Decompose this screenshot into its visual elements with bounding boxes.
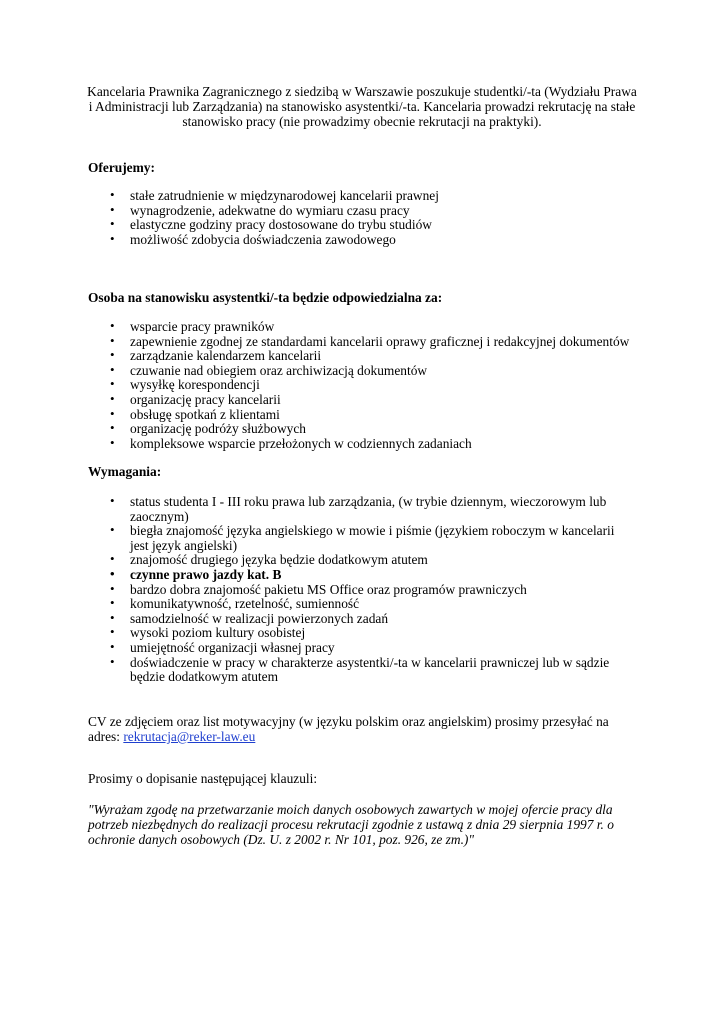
bullet-icon: •: [110, 624, 115, 640]
list-item: • elastyczne godziny pracy dostosowane do trybu studiów: [110, 216, 432, 233]
offer-list: [88, 189, 439, 247]
bullet-icon: •: [110, 332, 115, 348]
bullet-icon: •: [110, 638, 115, 654]
bullet-icon: •: [110, 420, 115, 436]
list-item: • czuwanie nad obiegiem oraz archiwizacją dokumentów: [110, 361, 428, 378]
list-item: • znajomość drugiego języka będzie dodatkowym atutem: [110, 551, 428, 568]
bullet-icon: •: [110, 230, 115, 246]
duties-list: [88, 320, 629, 451]
list-item: • doświadczenie w pracy w charakterze asystentki/-ta w kancelarii prawniczej lub w sądzie będzie dodatkowym atutem: [110, 653, 610, 685]
bullet-icon: •: [110, 216, 115, 232]
email-link[interactable]: rekrutacja@reker-law.eu: [123, 729, 256, 744]
list-item: • bardzo dobra znajomość pakietu MS Office oraz programów prawniczych: [110, 580, 527, 597]
list-item: • stałe zatrudnienie w międzynarodowej kancelarii prawnej: [110, 187, 439, 203]
list-item: • czynne prawo jazdy kat. B: [110, 565, 282, 582]
cv-paragraph: CV ze zdjęciem oraz list motywacyjny (w języku polskim oraz angielskim) prosimy przesyłać na adres: rekrutacja@reker-law.eu: [88, 714, 609, 744]
list-item: • biegła znajomość języka angielskiego w mowie i piśmie (językiem roboczym w kancelarii jest język angielski): [110, 522, 615, 553]
intro-paragraph: Kancelaria Prawnika Zagranicznego z siedzibą w Warszawie poszukuje studentki/-ta (Wydziału Prawa i Administracji lub Zarządzania) na stanowisko asystentki/-ta. Kancelaria prowadzi rekrutację na stałe stanowisko pracy (nie prowadzimy obecnie rekrutacji na praktyki).: [87, 84, 637, 129]
list-item: • umiejętność organizacji własnej pracy: [110, 638, 335, 655]
list-item: • wysyłkę korespondencji: [110, 376, 260, 393]
list-item: • komunikatywność, rzetelność, sumienność: [110, 595, 360, 612]
offer-heading: Oferujemy:: [88, 160, 155, 175]
list-item: • zarządzanie kalendarzem kancelarii: [110, 347, 322, 364]
list-item: • kompleksowe wsparcie przełożonych w codziennych zadaniach: [110, 434, 472, 451]
bullet-icon: •: [110, 522, 115, 538]
list-item: • wsparcie pracy prawników: [110, 318, 275, 334]
list-item: • organizację podróży służbowych: [110, 420, 307, 437]
bullet-icon: •: [110, 493, 115, 508]
bullet-icon: •: [110, 609, 115, 625]
bullet-icon: •: [110, 390, 115, 406]
list-item: • wysoki poziom kultury osobistej: [110, 624, 306, 641]
bullet-icon: •: [110, 565, 115, 581]
bullet-icon: •: [110, 361, 115, 377]
bullet-icon: •: [110, 376, 115, 392]
bullet-icon: •: [110, 318, 115, 333]
clause-text: "Wyrażam zgodę na przetwarzanie moich danych osobowych zawartych w mojej ofercie pracy dla potrzeb niezbędnych do realizacji procesu rekrutacji zgodnie z ustawą z dnia 29 sierpnia 1997 r. o ochronie danych osobowych (Dz. U. z 2002 r. Nr 101, poz. 926, ze zm.)": [88, 802, 614, 847]
bullet-icon: •: [110, 201, 115, 217]
bullet-icon: •: [110, 653, 115, 669]
requirements-list: [88, 495, 630, 685]
list-item: • wynagrodzenie, adekwatne do wymiaru czasu pracy: [110, 201, 410, 218]
bullet-icon: •: [110, 595, 115, 611]
bullet-icon: •: [110, 347, 115, 363]
bullet-icon: •: [110, 580, 115, 596]
requirements-heading: Wymagania:: [88, 464, 162, 479]
bullet-icon: •: [110, 434, 115, 450]
list-item: • samodzielność w realizacji powierzonych zadań: [110, 609, 389, 626]
list-item: • możliwość zdobycia doświadczenia zawodowego: [110, 230, 396, 247]
clause-intro: Prosimy o dopisanie następującej klauzuli:: [88, 771, 318, 786]
list-item: • obsługę spotkań z klientami: [110, 405, 280, 422]
duties-heading: Osoba na stanowisku asystentki/-ta będzie odpowiedzialna za:: [88, 290, 443, 305]
list-item: • status studenta I - III roku prawa lub zarządzania, (w trybie dziennym, wieczorowym lub zaocznym): [110, 493, 607, 524]
bullet-icon: •: [110, 551, 115, 567]
bullet-icon: •: [110, 405, 115, 421]
list-item: • organizację pracy kancelarii: [110, 390, 281, 407]
list-item: • zapewnienie zgodnej ze standardami kancelarii oprawy graficznej i redakcyjnej dokumentów: [110, 332, 630, 349]
bullet-icon: •: [110, 187, 115, 202]
